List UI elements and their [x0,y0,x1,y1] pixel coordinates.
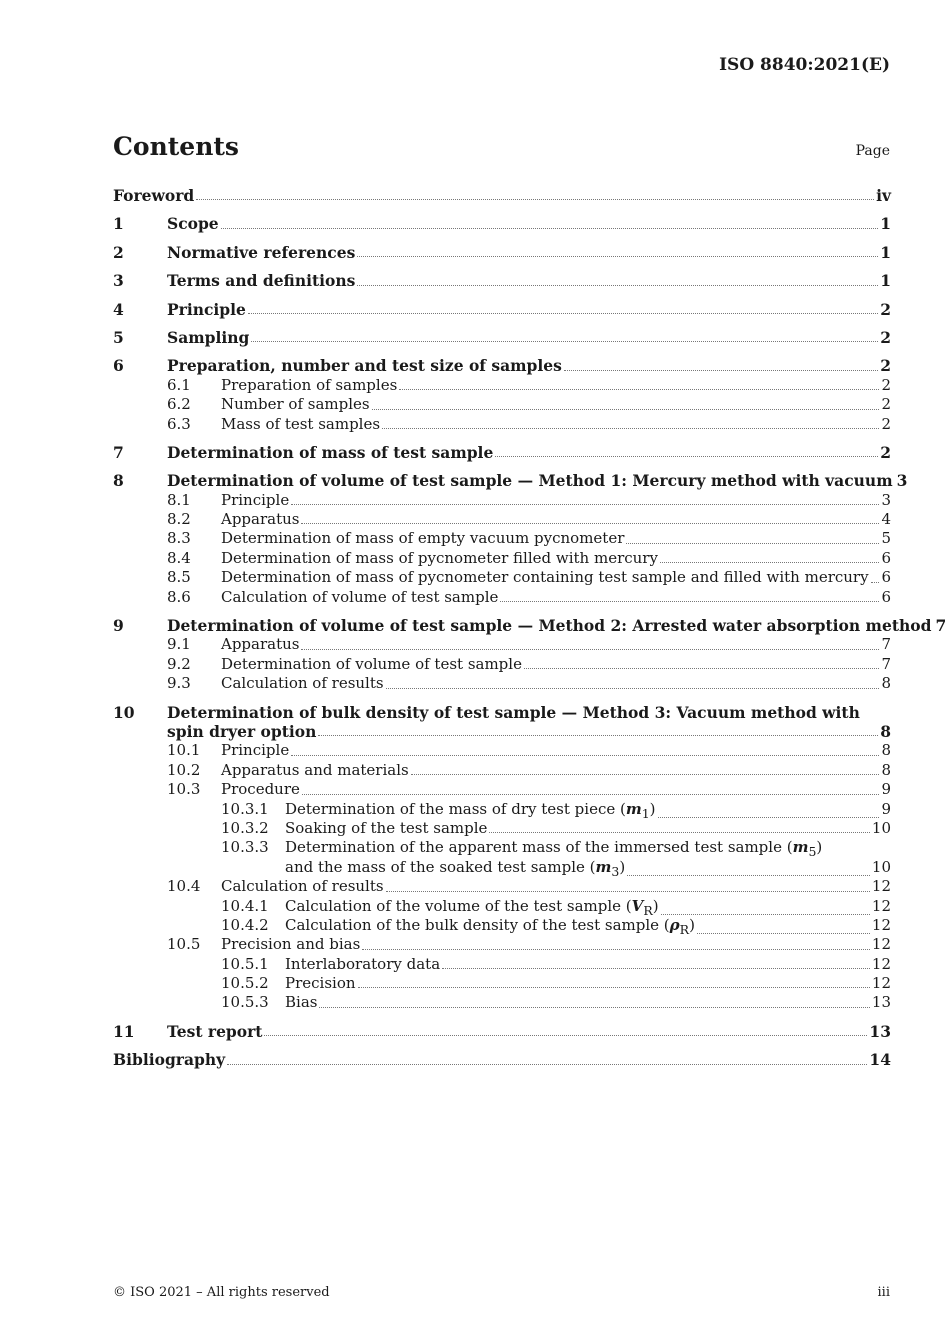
table-of-contents [113,186,947,1070]
toc-entry-page: 2 [880,299,891,319]
toc-entry-9-1[interactable] [113,635,891,654]
toc-entry-title: Foreword [113,186,195,205]
toc-entry-title: Test report [167,1021,263,1041]
toc-entry-number: 10.5 [167,935,201,954]
toc-entry-page: 8 [881,674,891,693]
toc-entry-4[interactable] [113,300,891,319]
toc-entry-title: Interlaboratory data [285,954,441,973]
toc-entry-number: 10.3.2 [221,818,269,837]
toc-entry-number: 1 [113,214,124,234]
toc-entry-6-3[interactable] [113,415,891,434]
dot-leader [301,522,879,524]
toc-entry-page: 12 [871,935,891,954]
toc-entry-number: 8.4 [167,548,191,567]
toc-entry-title: Preparation of samples [221,375,398,394]
toc-entry-page: 10 [871,818,891,837]
toc-entry-title: Terms and definitions [167,271,356,291]
toc-entry-number: 10.3.1 [221,799,269,818]
toc-entry-11[interactable] [113,1022,891,1041]
toc-entry-title: Determination of mass of pycnometer filled with mercury [221,548,658,567]
contents-title: Contents [113,132,240,161]
math-symbol: m [595,857,612,876]
toc-entry-6-1[interactable] [113,376,891,395]
toc-entry-page: 8 [881,741,891,760]
toc-entry-1[interactable] [113,214,891,233]
toc-entry-title: Determination of mass of empty vacuum pycnometer [221,529,625,548]
toc-entry-9-3[interactable] [113,674,891,693]
toc-entry-number: 9.2 [167,654,191,673]
toc-entry-number: 8.3 [167,529,191,548]
toc-entry-10-4-2[interactable] [113,916,891,935]
toc-entry-page: 6 [881,568,891,587]
dot-leader [319,1006,869,1008]
toc-entry-page: 9 [881,780,891,799]
toc-entry-title-line1: Determination of bulk density of test sample — Method 3: Vacuum method with [167,702,860,722]
toc-entry-2[interactable] [113,243,891,262]
toc-entry-number: 10.4.2 [221,915,269,934]
dot-leader [386,890,870,892]
dot-leader [358,986,870,988]
toc-entry-title: Apparatus and materials [221,760,409,779]
toc-entry-10-5-2[interactable] [113,974,891,993]
toc-entry-title: Principle [221,741,290,760]
toc-entry-number: 4 [113,299,124,319]
toc-entry-title: Determination of mass of pycnometer containing test sample and filled with mercury [221,568,869,587]
dot-leader [302,793,880,795]
toc-entry-title-line1: Determination of the apparent mass of the immersed test sample $(m_5)$ [285,838,823,860]
toc-entry-6[interactable] [113,356,891,375]
toc-entry-number: 10.4.1 [221,896,269,915]
toc-entry-page: 13 [871,993,891,1012]
toc-entry-title-line2: spin dryer option [167,721,317,741]
toc-entry-8-3[interactable] [113,529,891,548]
toc-entry-10-5-1[interactable] [113,955,891,974]
toc-entry-page: 1 [880,242,891,262]
toc-entry-page: 4 [881,510,891,529]
toc-entry-10-2[interactable] [113,761,891,780]
toc-entry-10-5[interactable] [113,935,891,954]
toc-entry-title: Sampling [167,327,250,347]
toc-entry-title: Number of samples [221,395,370,414]
toc-entry-6-2[interactable] [113,395,891,414]
toc-entry-page: 1 [880,271,891,291]
toc-entry-number: 9 [113,616,124,636]
dot-leader [318,734,878,736]
toc-entry-title: Preparation, number and test size of samples [167,356,562,376]
dot-leader [626,542,879,544]
toc-entry-page: 3 [881,490,891,509]
page-number: iii [877,1285,890,1300]
toc-entry-number: 6.2 [167,395,191,414]
toc-entry-title: Determination of volume of test sample — Method 1: Mercury method with vacuum [167,471,893,491]
toc-entry-9-2[interactable] [113,655,891,674]
toc-entry-page: 7 [881,635,891,654]
math-symbol: m [625,799,642,818]
toc-entry-10-3-2[interactable] [113,819,891,838]
toc-entry-page: 2 [880,442,891,462]
toc-entry-number: 6 [113,356,124,376]
toc-entry-number: 10.5.2 [221,974,269,993]
dot-leader [871,581,880,583]
toc-entry-number: 10.1 [167,741,201,760]
dot-leader [372,408,880,410]
toc-entry-page: 12 [871,877,891,896]
dot-leader [442,967,870,969]
dot-leader [495,455,878,457]
dot-leader [196,198,874,200]
toc-entry-8-4[interactable] [113,549,891,568]
toc-entry-title: Determination of volume of test sample — Method 2: Arrested water absorption method [167,616,932,636]
toc-entry-number: 9.3 [167,674,191,693]
dot-leader [251,340,878,342]
toc-entry-8[interactable] [113,471,908,491]
dot-leader [658,816,880,818]
toc-entry-page: 1 [880,214,891,234]
toc-entry-10-3-3-continued[interactable] [113,858,891,877]
toc-entry-page: iv [876,186,891,205]
toc-entry-10-1[interactable] [113,741,891,760]
toc-entry-number: 10.5.1 [221,954,269,973]
toc-entry-page: 2 [881,395,891,414]
toc-entry-number: 8.1 [167,490,191,509]
dot-leader [291,503,879,505]
toc-entry-10-3-3[interactable] [113,838,891,860]
toc-entry-10[interactable] [113,703,891,722]
toc-entry-title: Precision and bias [221,935,361,954]
dot-leader [411,773,880,775]
toc-entry-number: 5 [113,327,124,347]
toc-entry-title: Normative references [167,242,356,262]
math-symbol: ρ [669,915,680,934]
toc-entry-number: 8.2 [167,510,191,529]
toc-entry-page: 12 [871,974,891,993]
toc-entry-10-4-1[interactable] [113,897,891,916]
toc-entry-title: Bibliography [113,1050,226,1070]
document-id: ISO 8840:2021(E) [719,55,890,75]
toc-entry-5[interactable] [113,328,891,347]
math-symbol: V [631,896,644,915]
toc-entry-number: 10.3.3 [221,838,269,857]
toc-entry-number: 10.3 [167,780,201,799]
dot-leader [264,1034,867,1036]
toc-entry-number: 10.5.3 [221,993,269,1012]
toc-entry-8-5[interactable] [113,568,891,587]
toc-entry-title: Calculation of the volume of the test sample $(V_R)$ [285,896,659,918]
toc-entry-page: 12 [871,896,891,915]
toc-entry-title: Calculation of results [221,674,384,693]
toc-entry-8-6[interactable] [113,588,891,607]
dot-leader [399,388,879,390]
toc-entry-10-4[interactable] [113,877,891,896]
toc-entry-title: Determination of mass of test sample [167,442,494,462]
toc-entry-page: 2 [880,327,891,347]
toc-entry-number: 10.2 [167,760,201,779]
toc-entry-10-5-3[interactable] [113,993,891,1012]
toc-entry-number: 8 [113,471,124,491]
dot-leader [248,312,878,314]
toc-entry-page: 10 [871,857,891,876]
toc-entry-10-3-1[interactable] [113,800,891,819]
dot-leader [489,831,870,833]
dot-leader [221,227,879,229]
dot-leader [500,600,879,602]
dot-leader [301,648,879,650]
toc-entry-number: 8.5 [167,568,191,587]
toc-entry-page: 8 [880,721,891,741]
page-column-label: Page [855,143,890,159]
dot-leader [697,932,870,934]
dot-leader [386,687,880,689]
dot-leader [661,913,870,915]
toc-entry-3[interactable] [113,271,891,290]
toc-entry-page: 7 [935,616,947,636]
toc-entry-title: Apparatus [221,510,300,529]
toc-entry-title: Calculation of results [221,877,384,896]
dot-leader [291,754,879,756]
toc-entry-page: 7 [881,654,891,673]
dot-leader [357,255,878,257]
toc-entry-page: 3 [896,471,908,491]
toc-entry-number: 10 [113,702,135,722]
toc-entry-bibliography[interactable] [113,1050,891,1069]
toc-entry-title: Soaking of the test sample [285,818,488,837]
toc-entry-page: 2 [881,414,891,433]
copyright-notice: © ISO 2021 – All rights reserved [113,1285,330,1300]
toc-entry-10-3[interactable] [113,780,891,799]
toc-entry-title: Principle [221,490,290,509]
toc-entry-number: 11 [113,1021,135,1041]
toc-entry-title: Determination of volume of test sample [221,654,522,673]
toc-entry-7[interactable] [113,443,891,462]
toc-entry-title-line2: and the mass of the soaked test sample $(m_3)$ [285,857,626,879]
toc-entry-page: 12 [871,915,891,934]
toc-entry-number: 9.1 [167,635,191,654]
toc-entry-foreword[interactable] [113,186,891,205]
toc-entry-title: Precision [285,974,356,993]
toc-entry-8-2[interactable] [113,510,891,529]
toc-entry-page: 2 [881,375,891,394]
toc-entry-page: 14 [869,1050,891,1070]
toc-entry-number: 6.3 [167,414,191,433]
toc-entry-title: Apparatus [221,635,300,654]
dot-leader [227,1063,867,1065]
toc-entry-number: 8.6 [167,587,191,606]
toc-entry-title: Bias [285,993,318,1012]
toc-entry-number: 2 [113,242,124,262]
toc-entry-page: 2 [880,356,891,376]
toc-entry-title: Principle [167,299,246,319]
toc-entry-number: 10.4 [167,877,201,896]
toc-entry-page: 13 [869,1021,891,1041]
toc-entry-page: 5 [881,529,891,548]
dot-leader [362,948,870,950]
math-symbol: m [792,838,809,857]
dot-leader [564,369,878,371]
toc-entry-number: 7 [113,442,124,462]
dot-leader [357,284,878,286]
toc-entry-title: Determination of the mass of dry test piece $(m_1)$ [285,799,656,821]
dot-leader [660,561,880,563]
toc-entry-page: 6 [881,587,891,606]
toc-entry-title: Calculation of volume of test sample [221,587,499,606]
toc-entry-title: Scope [167,214,219,234]
toc-entry-page: 9 [881,799,891,818]
toc-entry-title: Calculation of the bulk density of the test sample $(\rho_R)$ [285,915,695,937]
toc-entry-10-continued[interactable] [113,722,891,741]
toc-entry-8-1[interactable] [113,491,891,510]
toc-entry-9[interactable] [113,616,947,636]
toc-entry-page: 6 [881,548,891,567]
toc-entry-page: 8 [881,760,891,779]
toc-entry-number: 6.1 [167,375,191,394]
toc-entry-title: Procedure [221,780,300,799]
toc-entry-number: 3 [113,271,124,291]
dot-leader [627,874,870,876]
dot-leader [524,667,879,669]
toc-entry-title: Mass of test samples [221,414,381,433]
dot-leader [382,427,879,429]
toc-entry-page: 12 [871,954,891,973]
